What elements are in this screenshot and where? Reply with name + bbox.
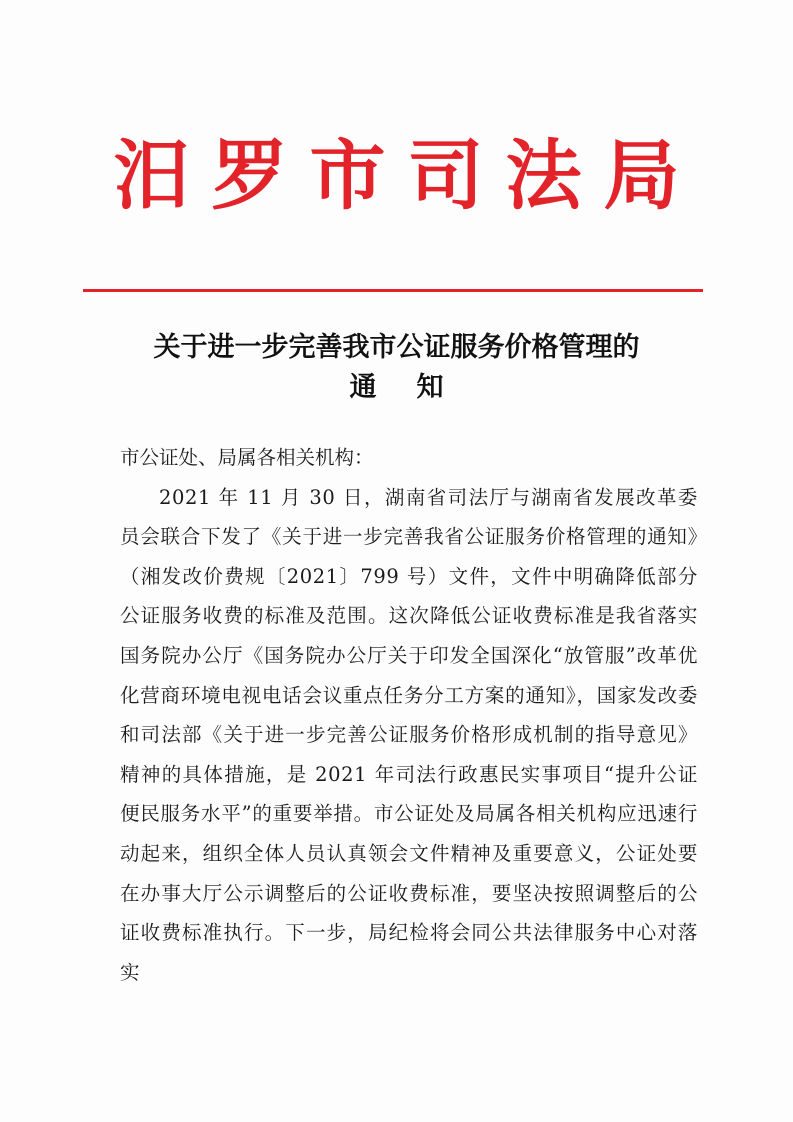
document-body xyxy=(120,438,698,992)
letterhead-red-rule xyxy=(83,289,703,292)
document-title xyxy=(0,328,793,408)
body-paragraph: 2021 年 11 月 30 日，湖南省司法厅与湖南省发展改革委员会联合下发了《关于进一步完善我省公证服务价格管理的通知》（湘发改价费规〔2021〕799 号）文件，文件中明确降低部分公证服务收费的标准及范围。这次降低公证收费标准是我省落实国务院办公厅《国务院办公厅关于印发全国深化“放管服”改革优化营商环境电视电话会议重点任务分工方案的通知》，国家发改委和司法部《关于进一步完善公证服务价格形成机制的指导意见》精神的具体措施，是 2021 年司法行政惠民实事项目“提升公证便民服务水平”的重要举措。市公证处及局属各相关机构应迅速行动起来，组织全体人员认真领会文件精神及重要意义，公证处要在办事大厅公示调整后的公证收费标准，要坚决按照调整后的公证收费标准执行。下一步，局纪检将会同公共法律服务中心对落实 xyxy=(120,485,698,984)
document-title-line1: 关于进一步完善我市公证服务价格管理的 xyxy=(153,332,640,363)
salutation: 市公证处、局属各相关机构： xyxy=(120,446,374,469)
document-title-line2: 通知 xyxy=(349,372,484,403)
org-letterhead-title: 汨罗市司法局 xyxy=(113,131,702,220)
